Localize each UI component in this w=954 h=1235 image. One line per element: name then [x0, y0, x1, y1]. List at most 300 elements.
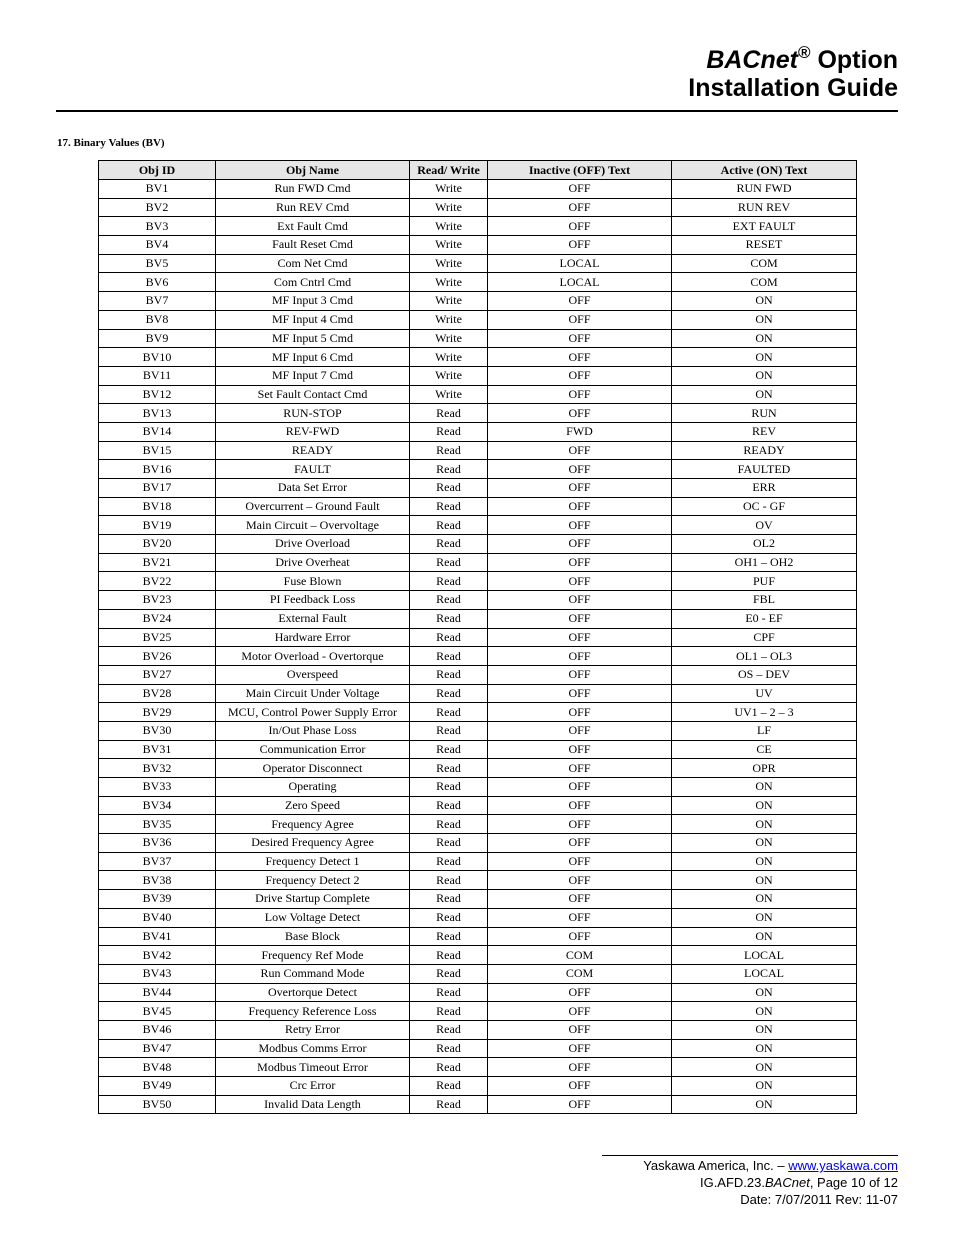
cell-inactive-text: OFF: [488, 665, 672, 684]
cell-active-text: OPR: [672, 759, 857, 778]
cell-obj-name: Drive Overload: [216, 535, 410, 554]
cell-inactive-text: COM: [488, 964, 672, 983]
cell-active-text: OL2: [672, 535, 857, 554]
cell-inactive-text: OFF: [488, 703, 672, 722]
cell-read-write: Read: [410, 796, 488, 815]
table-row: [99, 871, 857, 890]
cell-read-write: Read: [410, 1058, 488, 1077]
cell-active-text: COM: [672, 254, 857, 273]
cell-active-text: LF: [672, 721, 857, 740]
footer-company-line: [643, 1157, 898, 1174]
cell-obj-id: BV23: [99, 591, 216, 610]
cell-read-write: Write: [410, 273, 488, 292]
cell-active-text: ON: [672, 1002, 857, 1021]
cell-active-text: ON: [672, 292, 857, 311]
table-row: [99, 983, 857, 1002]
cell-active-text: ON: [672, 1020, 857, 1039]
cell-obj-name: Com Cntrl Cmd: [216, 273, 410, 292]
cell-obj-id: BV43: [99, 964, 216, 983]
cell-read-write: Write: [410, 292, 488, 311]
cell-obj-id: BV28: [99, 684, 216, 703]
table-row: [99, 1002, 857, 1021]
table-row: [99, 236, 857, 255]
cell-obj-id: BV34: [99, 796, 216, 815]
cell-read-write: Read: [410, 834, 488, 853]
footer-website-link[interactable]: www.yaskawa.com: [788, 1158, 898, 1173]
cell-obj-id: BV10: [99, 348, 216, 367]
cell-active-text: RUN REV: [672, 198, 857, 217]
cell-read-write: Read: [410, 609, 488, 628]
cell-obj-name: Frequency Detect 2: [216, 871, 410, 890]
table-row: [99, 366, 857, 385]
table-row: [99, 180, 857, 199]
table-row: [99, 385, 857, 404]
cell-read-write: Read: [410, 479, 488, 498]
cell-inactive-text: OFF: [488, 927, 672, 946]
registered-mark: ®: [797, 43, 811, 62]
cell-inactive-text: OFF: [488, 217, 672, 236]
cell-inactive-text: OFF: [488, 740, 672, 759]
cell-read-write: Write: [410, 198, 488, 217]
cell-obj-name: Main Circuit – Overvoltage: [216, 516, 410, 535]
cell-obj-id: BV16: [99, 460, 216, 479]
cell-inactive-text: OFF: [488, 535, 672, 554]
cell-read-write: Read: [410, 460, 488, 479]
cell-active-text: E0 - EF: [672, 609, 857, 628]
table-row: [99, 815, 857, 834]
page-header-title: [688, 43, 898, 102]
table-row: [99, 964, 857, 983]
table-row: [99, 348, 857, 367]
cell-inactive-text: OFF: [488, 292, 672, 311]
cell-obj-id: BV11: [99, 366, 216, 385]
cell-read-write: Read: [410, 740, 488, 759]
header-line-2: Installation Guide: [688, 74, 898, 102]
cell-obj-id: BV38: [99, 871, 216, 890]
table-row: [99, 1095, 857, 1114]
cell-read-write: Write: [410, 180, 488, 199]
cell-read-write: Read: [410, 628, 488, 647]
cell-obj-name: Overspeed: [216, 665, 410, 684]
cell-active-text: FAULTED: [672, 460, 857, 479]
cell-inactive-text: COM: [488, 946, 672, 965]
cell-inactive-text: LOCAL: [488, 273, 672, 292]
cell-obj-name: Frequency Agree: [216, 815, 410, 834]
cell-inactive-text: OFF: [488, 180, 672, 199]
cell-read-write: Read: [410, 759, 488, 778]
cell-obj-name: Run FWD Cmd: [216, 180, 410, 199]
cell-inactive-text: OFF: [488, 721, 672, 740]
cell-active-text: COM: [672, 273, 857, 292]
cell-inactive-text: OFF: [488, 460, 672, 479]
cell-active-text: RESET: [672, 236, 857, 255]
cell-inactive-text: OFF: [488, 479, 672, 498]
cell-obj-name: Frequency Ref Mode: [216, 946, 410, 965]
cell-read-write: Read: [410, 1020, 488, 1039]
table-row: [99, 927, 857, 946]
cell-obj-name: Main Circuit Under Voltage: [216, 684, 410, 703]
cell-obj-name: Fuse Blown: [216, 572, 410, 591]
table-row: [99, 572, 857, 591]
cell-read-write: Read: [410, 946, 488, 965]
cell-obj-id: BV1: [99, 180, 216, 199]
cell-obj-name: MF Input 6 Cmd: [216, 348, 410, 367]
table-row: [99, 441, 857, 460]
header-brand: BACnet: [706, 46, 798, 74]
cell-inactive-text: OFF: [488, 1020, 672, 1039]
cell-read-write: Write: [410, 217, 488, 236]
cell-obj-name: In/Out Phase Loss: [216, 721, 410, 740]
cell-active-text: UV1 – 2 – 3: [672, 703, 857, 722]
table-row: [99, 422, 857, 441]
cell-active-text: ON: [672, 366, 857, 385]
cell-obj-id: BV33: [99, 778, 216, 797]
cell-inactive-text: OFF: [488, 852, 672, 871]
cell-obj-name: Com Net Cmd: [216, 254, 410, 273]
cell-obj-id: BV20: [99, 535, 216, 554]
cell-obj-name: Modbus Timeout Error: [216, 1058, 410, 1077]
cell-active-text: PUF: [672, 572, 857, 591]
cell-inactive-text: LOCAL: [488, 254, 672, 273]
cell-obj-name: Invalid Data Length: [216, 1095, 410, 1114]
cell-obj-id: BV18: [99, 497, 216, 516]
cell-active-text: ON: [672, 834, 857, 853]
table-row: [99, 834, 857, 853]
cell-inactive-text: OFF: [488, 908, 672, 927]
cell-obj-id: BV19: [99, 516, 216, 535]
cell-read-write: Write: [410, 348, 488, 367]
cell-read-write: Read: [410, 441, 488, 460]
cell-obj-name: Ext Fault Cmd: [216, 217, 410, 236]
cell-read-write: Read: [410, 553, 488, 572]
table-row: [99, 460, 857, 479]
cell-obj-name: Low Voltage Detect: [216, 908, 410, 927]
cell-read-write: Read: [410, 908, 488, 927]
cell-read-write: Write: [410, 385, 488, 404]
cell-obj-id: BV8: [99, 310, 216, 329]
cell-inactive-text: OFF: [488, 796, 672, 815]
cell-obj-id: BV44: [99, 983, 216, 1002]
cell-obj-id: BV21: [99, 553, 216, 572]
cell-read-write: Read: [410, 647, 488, 666]
table-row: [99, 908, 857, 927]
column-header-obj-name: Obj Name: [216, 161, 410, 180]
cell-obj-id: BV47: [99, 1039, 216, 1058]
cell-obj-id: BV2: [99, 198, 216, 217]
cell-read-write: Read: [410, 852, 488, 871]
cell-active-text: EXT FAULT: [672, 217, 857, 236]
cell-obj-name: MF Input 5 Cmd: [216, 329, 410, 348]
cell-inactive-text: OFF: [488, 684, 672, 703]
cell-active-text: ON: [672, 385, 857, 404]
table-row: [99, 740, 857, 759]
table-row: [99, 591, 857, 610]
cell-read-write: Write: [410, 366, 488, 385]
cell-inactive-text: OFF: [488, 1077, 672, 1096]
cell-active-text: ON: [672, 908, 857, 927]
cell-active-text: READY: [672, 441, 857, 460]
cell-active-text: RUN: [672, 404, 857, 423]
table-row: [99, 217, 857, 236]
cell-obj-id: BV15: [99, 441, 216, 460]
cell-active-text: OS – DEV: [672, 665, 857, 684]
table-row: [99, 516, 857, 535]
cell-read-write: Read: [410, 778, 488, 797]
cell-active-text: ON: [672, 310, 857, 329]
cell-active-text: ON: [672, 778, 857, 797]
cell-obj-id: BV12: [99, 385, 216, 404]
table-row: [99, 535, 857, 554]
cell-read-write: Read: [410, 422, 488, 441]
cell-obj-name: READY: [216, 441, 410, 460]
cell-read-write: Read: [410, 497, 488, 516]
cell-inactive-text: OFF: [488, 591, 672, 610]
table-row: [99, 1020, 857, 1039]
cell-active-text: CPF: [672, 628, 857, 647]
cell-active-text: LOCAL: [672, 964, 857, 983]
cell-inactive-text: OFF: [488, 647, 672, 666]
cell-obj-id: BV48: [99, 1058, 216, 1077]
cell-obj-id: BV3: [99, 217, 216, 236]
cell-obj-id: BV13: [99, 404, 216, 423]
table-row: [99, 329, 857, 348]
cell-read-write: Read: [410, 1002, 488, 1021]
cell-inactive-text: OFF: [488, 628, 672, 647]
table-row: [99, 852, 857, 871]
table-row: [99, 890, 857, 909]
cell-obj-name: Operating: [216, 778, 410, 797]
table-row: [99, 479, 857, 498]
cell-inactive-text: OFF: [488, 1058, 672, 1077]
cell-obj-id: BV27: [99, 665, 216, 684]
cell-read-write: Read: [410, 927, 488, 946]
cell-active-text: ERR: [672, 479, 857, 498]
cell-inactive-text: OFF: [488, 815, 672, 834]
cell-inactive-text: OFF: [488, 572, 672, 591]
cell-active-text: UV: [672, 684, 857, 703]
cell-obj-name: Frequency Reference Loss: [216, 1002, 410, 1021]
cell-obj-name: Communication Error: [216, 740, 410, 759]
cell-obj-id: BV30: [99, 721, 216, 740]
cell-inactive-text: OFF: [488, 198, 672, 217]
table-row: [99, 647, 857, 666]
cell-obj-name: Crc Error: [216, 1077, 410, 1096]
cell-obj-id: BV9: [99, 329, 216, 348]
cell-obj-name: Overcurrent – Ground Fault: [216, 497, 410, 516]
cell-active-text: CE: [672, 740, 857, 759]
cell-obj-name: Data Set Error: [216, 479, 410, 498]
cell-obj-name: REV-FWD: [216, 422, 410, 441]
cell-read-write: Write: [410, 310, 488, 329]
cell-inactive-text: OFF: [488, 516, 672, 535]
cell-active-text: LOCAL: [672, 946, 857, 965]
cell-inactive-text: OFF: [488, 348, 672, 367]
cell-active-text: FBL: [672, 591, 857, 610]
header-line-1: [688, 43, 898, 74]
column-header-read-write: Read/ Write: [410, 161, 488, 180]
section-title: 17. Binary Values (BV): [57, 137, 165, 149]
table-row: [99, 703, 857, 722]
table-row: [99, 759, 857, 778]
cell-obj-id: BV42: [99, 946, 216, 965]
footer-page: , Page 10 of 12: [809, 1175, 898, 1190]
cell-active-text: OH1 – OH2: [672, 553, 857, 572]
cell-inactive-text: OFF: [488, 497, 672, 516]
cell-read-write: Write: [410, 254, 488, 273]
cell-read-write: Read: [410, 535, 488, 554]
cell-read-write: Read: [410, 1039, 488, 1058]
cell-inactive-text: OFF: [488, 236, 672, 255]
cell-inactive-text: OFF: [488, 778, 672, 797]
cell-obj-name: Retry Error: [216, 1020, 410, 1039]
cell-inactive-text: OFF: [488, 1095, 672, 1114]
cell-obj-name: Drive Startup Complete: [216, 890, 410, 909]
cell-obj-name: Base Block: [216, 927, 410, 946]
cell-obj-name: Run Command Mode: [216, 964, 410, 983]
cell-obj-id: BV6: [99, 273, 216, 292]
page-footer: [643, 1157, 898, 1208]
cell-active-text: ON: [672, 815, 857, 834]
column-header-inactive-text: Inactive (OFF) Text: [488, 161, 672, 180]
table-row: [99, 404, 857, 423]
table-header-row: [99, 161, 857, 180]
cell-active-text: REV: [672, 422, 857, 441]
cell-inactive-text: OFF: [488, 385, 672, 404]
cell-obj-id: BV32: [99, 759, 216, 778]
cell-inactive-text: OFF: [488, 983, 672, 1002]
cell-active-text: ON: [672, 348, 857, 367]
cell-obj-name: Drive Overheat: [216, 553, 410, 572]
cell-read-write: Read: [410, 591, 488, 610]
cell-active-text: OC - GF: [672, 497, 857, 516]
cell-read-write: Read: [410, 871, 488, 890]
cell-inactive-text: OFF: [488, 1002, 672, 1021]
cell-inactive-text: OFF: [488, 553, 672, 572]
table-row: [99, 796, 857, 815]
cell-obj-id: BV39: [99, 890, 216, 909]
cell-obj-name: Motor Overload - Overtorque: [216, 647, 410, 666]
cell-obj-name: Modbus Comms Error: [216, 1039, 410, 1058]
cell-inactive-text: OFF: [488, 366, 672, 385]
table-row: [99, 609, 857, 628]
cell-obj-id: BV36: [99, 834, 216, 853]
table-row: [99, 292, 857, 311]
cell-obj-id: BV24: [99, 609, 216, 628]
cell-obj-name: Set Fault Contact Cmd: [216, 385, 410, 404]
table-row: [99, 665, 857, 684]
binary-values-table: [98, 160, 857, 1114]
table-row: [99, 310, 857, 329]
cell-obj-name: Fault Reset Cmd: [216, 236, 410, 255]
table-row: [99, 553, 857, 572]
cell-obj-id: BV46: [99, 1020, 216, 1039]
cell-active-text: ON: [672, 983, 857, 1002]
cell-active-text: ON: [672, 1039, 857, 1058]
cell-obj-id: BV50: [99, 1095, 216, 1114]
cell-active-text: ON: [672, 852, 857, 871]
table-row: [99, 497, 857, 516]
cell-inactive-text: OFF: [488, 871, 672, 890]
cell-obj-name: Frequency Detect 1: [216, 852, 410, 871]
cell-obj-name: Overtorque Detect: [216, 983, 410, 1002]
header-divider: [56, 110, 898, 112]
cell-read-write: Read: [410, 516, 488, 535]
table-row: [99, 198, 857, 217]
cell-inactive-text: OFF: [488, 404, 672, 423]
cell-inactive-text: OFF: [488, 441, 672, 460]
cell-inactive-text: OFF: [488, 890, 672, 909]
cell-obj-id: BV40: [99, 908, 216, 927]
cell-obj-name: Desired Frequency Agree: [216, 834, 410, 853]
cell-read-write: Read: [410, 404, 488, 423]
cell-inactive-text: OFF: [488, 310, 672, 329]
cell-inactive-text: OFF: [488, 759, 672, 778]
table-row: [99, 254, 857, 273]
cell-obj-id: BV29: [99, 703, 216, 722]
cell-obj-name: MCU, Control Power Supply Error: [216, 703, 410, 722]
cell-active-text: ON: [672, 796, 857, 815]
cell-obj-id: BV14: [99, 422, 216, 441]
cell-obj-id: BV7: [99, 292, 216, 311]
cell-obj-name: Run REV Cmd: [216, 198, 410, 217]
table-row: [99, 1077, 857, 1096]
cell-active-text: RUN FWD: [672, 180, 857, 199]
footer-divider: [602, 1155, 898, 1156]
cell-active-text: ON: [672, 1095, 857, 1114]
cell-obj-id: BV31: [99, 740, 216, 759]
cell-obj-name: PI Feedback Loss: [216, 591, 410, 610]
footer-date: Date: 7/07/2011 Rev: 11-07: [740, 1192, 898, 1207]
cell-obj-id: BV45: [99, 1002, 216, 1021]
table-row: [99, 721, 857, 740]
cell-active-text: ON: [672, 871, 857, 890]
cell-active-text: ON: [672, 1058, 857, 1077]
cell-read-write: Read: [410, 983, 488, 1002]
cell-read-write: Read: [410, 890, 488, 909]
cell-obj-name: MF Input 3 Cmd: [216, 292, 410, 311]
footer-company: Yaskawa America, Inc. –: [643, 1158, 789, 1173]
column-header-active-text: Active (ON) Text: [672, 161, 857, 180]
cell-read-write: Write: [410, 236, 488, 255]
column-header-obj-id: Obj ID: [99, 161, 216, 180]
cell-obj-name: Operator Disconnect: [216, 759, 410, 778]
cell-read-write: Read: [410, 703, 488, 722]
table-row: [99, 1058, 857, 1077]
cell-inactive-text: OFF: [488, 1039, 672, 1058]
table-row: [99, 273, 857, 292]
table-row: [99, 946, 857, 965]
cell-inactive-text: FWD: [488, 422, 672, 441]
cell-obj-name: RUN-STOP: [216, 404, 410, 423]
cell-obj-id: BV22: [99, 572, 216, 591]
cell-read-write: Read: [410, 572, 488, 591]
cell-obj-name: MF Input 7 Cmd: [216, 366, 410, 385]
cell-obj-name: External Fault: [216, 609, 410, 628]
table-row: [99, 778, 857, 797]
cell-obj-id: BV41: [99, 927, 216, 946]
cell-inactive-text: OFF: [488, 834, 672, 853]
cell-obj-name: Hardware Error: [216, 628, 410, 647]
cell-obj-id: BV37: [99, 852, 216, 871]
cell-read-write: Write: [410, 329, 488, 348]
cell-active-text: ON: [672, 890, 857, 909]
cell-read-write: Read: [410, 1095, 488, 1114]
table-body: [99, 180, 857, 1114]
table-row: [99, 684, 857, 703]
footer-doc-line: [643, 1174, 898, 1191]
cell-obj-id: BV49: [99, 1077, 216, 1096]
cell-read-write: Read: [410, 1077, 488, 1096]
